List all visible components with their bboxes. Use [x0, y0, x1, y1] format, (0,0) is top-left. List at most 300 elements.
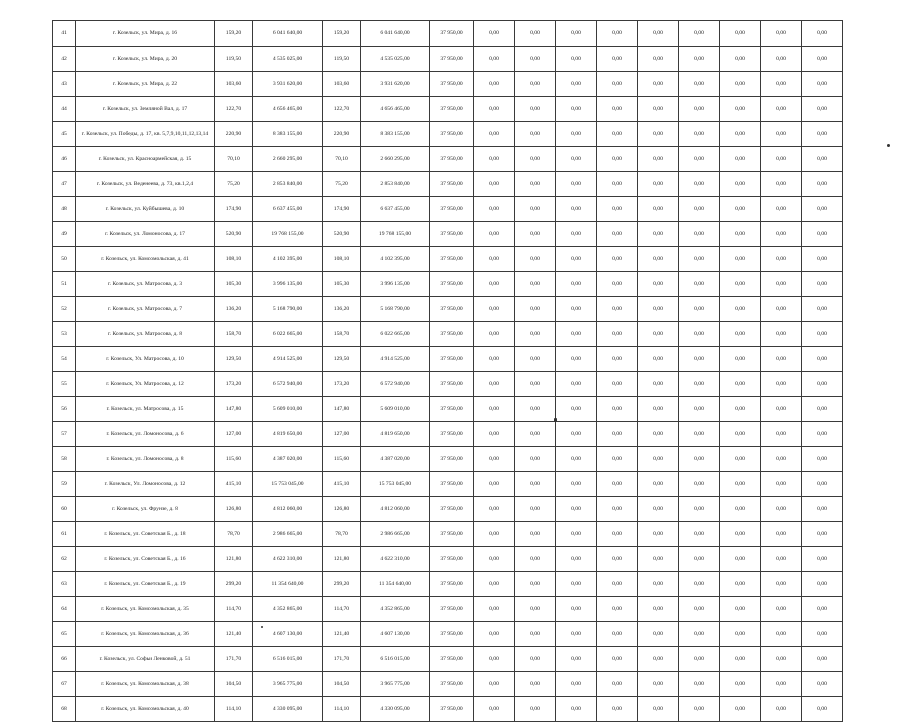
- table-row: [53, 322, 843, 347]
- amount-cell: 0,00: [720, 147, 761, 172]
- amount-cell: 0,00: [474, 347, 515, 372]
- cost-cell: 2 986 665,00: [361, 522, 430, 547]
- amount-cell: 0,00: [720, 247, 761, 272]
- amount-cell: 0,00: [679, 372, 720, 397]
- amount-cell: 0,00: [474, 372, 515, 397]
- amount-cell: 0,00: [556, 447, 597, 472]
- amount-cell: 0,00: [802, 172, 843, 197]
- cost-cell: 4 622 310,00: [253, 547, 323, 572]
- amount-cell: 0,00: [761, 272, 802, 297]
- cost-cell: 2 853 840,00: [361, 172, 430, 197]
- amount-cell: 0,00: [474, 472, 515, 497]
- amount-cell: 0,00: [638, 122, 679, 147]
- amount-cell: 0,00: [556, 322, 597, 347]
- cost-cell: 11 354 640,00: [253, 572, 323, 597]
- cost-cell: 19 768 155,00: [361, 222, 430, 247]
- amount-cell: 0,00: [515, 72, 556, 97]
- cost-cell: 6 041 640,00: [361, 21, 430, 47]
- price-per-m2-cell: 37 950,00: [430, 147, 474, 172]
- price-per-m2-cell: 37 950,00: [430, 97, 474, 122]
- amount-cell: 0,00: [474, 222, 515, 247]
- table-row: [53, 522, 843, 547]
- amount-cell: 0,00: [597, 97, 638, 122]
- address-cell: г. Козельск, ул. Ломоносова, д. 17: [76, 222, 215, 247]
- amount-cell: 0,00: [802, 147, 843, 172]
- area-cell: 127,00: [323, 422, 361, 447]
- address-cell: г. Козельск, ул. Комсомольская, д. 35: [76, 597, 215, 622]
- table-row: [53, 347, 843, 372]
- price-per-m2-cell: 37 950,00: [430, 472, 474, 497]
- amount-cell: 0,00: [556, 297, 597, 322]
- amount-cell: 0,00: [638, 697, 679, 722]
- amount-cell: 0,00: [638, 347, 679, 372]
- amount-cell: 0,00: [556, 397, 597, 422]
- amount-cell: 0,00: [597, 222, 638, 247]
- price-per-m2-cell: 37 950,00: [430, 697, 474, 722]
- price-per-m2-cell: 37 950,00: [430, 272, 474, 297]
- amount-cell: 0,00: [556, 622, 597, 647]
- amount-cell: 0,00: [761, 72, 802, 97]
- table-row: [53, 247, 843, 272]
- row-number: 67: [53, 672, 76, 697]
- area-cell: 415,10: [323, 472, 361, 497]
- amount-cell: 0,00: [720, 547, 761, 572]
- amount-cell: 0,00: [761, 622, 802, 647]
- amount-cell: 0,00: [638, 222, 679, 247]
- amount-cell: 0,00: [597, 447, 638, 472]
- amount-cell: 0,00: [638, 397, 679, 422]
- cost-cell: 2 853 840,00: [253, 172, 323, 197]
- amount-cell: 0,00: [761, 647, 802, 672]
- amount-cell: 0,00: [638, 522, 679, 547]
- amount-cell: 0,00: [597, 147, 638, 172]
- amount-cell: 0,00: [515, 422, 556, 447]
- address-cell: г. Козельск, ул. Софьи Ленковой, д. 51: [76, 647, 215, 672]
- amount-cell: 0,00: [638, 422, 679, 447]
- cost-cell: 4 812 060,00: [361, 497, 430, 522]
- area-cell: 220,90: [215, 122, 253, 147]
- amount-cell: 0,00: [556, 472, 597, 497]
- amount-cell: 0,00: [515, 247, 556, 272]
- area-cell: 114,10: [323, 697, 361, 722]
- amount-cell: 0,00: [720, 372, 761, 397]
- table-row: [53, 597, 843, 622]
- area-cell: 119,50: [215, 47, 253, 72]
- table-row: [53, 297, 843, 322]
- amount-cell: 0,00: [638, 322, 679, 347]
- amount-cell: 0,00: [638, 172, 679, 197]
- amount-cell: 0,00: [474, 297, 515, 322]
- amount-cell: 0,00: [597, 122, 638, 147]
- area-cell: 174,90: [215, 197, 253, 222]
- amount-cell: 0,00: [802, 697, 843, 722]
- amount-cell: 0,00: [720, 97, 761, 122]
- address-cell: г. Козельск, ул. Матросова, д. 3: [76, 272, 215, 297]
- document-page: [52, 20, 843, 722]
- amount-cell: 0,00: [720, 122, 761, 147]
- table-row: [53, 697, 843, 722]
- amount-cell: 0,00: [802, 21, 843, 47]
- amount-cell: 0,00: [679, 47, 720, 72]
- row-number: 64: [53, 597, 76, 622]
- row-number: 56: [53, 397, 76, 422]
- amount-cell: 0,00: [474, 622, 515, 647]
- amount-cell: 0,00: [474, 197, 515, 222]
- area-cell: 136,20: [215, 297, 253, 322]
- scan-speck: [887, 144, 890, 147]
- amount-cell: 0,00: [515, 147, 556, 172]
- row-number: 66: [53, 647, 76, 672]
- table-row: [53, 47, 843, 72]
- amount-cell: 0,00: [802, 247, 843, 272]
- cost-cell: 4 387 020,00: [253, 447, 323, 472]
- table-row: [53, 272, 843, 297]
- amount-cell: 0,00: [679, 522, 720, 547]
- amount-cell: 0,00: [597, 172, 638, 197]
- amount-cell: 0,00: [720, 597, 761, 622]
- amount-cell: 0,00: [761, 247, 802, 272]
- area-cell: 121,40: [215, 622, 253, 647]
- amount-cell: 0,00: [720, 647, 761, 672]
- area-cell: 103,60: [323, 72, 361, 97]
- row-number: 41: [53, 21, 76, 47]
- amount-cell: 0,00: [597, 297, 638, 322]
- area-cell: 299,20: [323, 572, 361, 597]
- cost-cell: 6 637 455,00: [253, 197, 323, 222]
- amount-cell: 0,00: [761, 172, 802, 197]
- area-cell: 171,70: [215, 647, 253, 672]
- table-row: [53, 672, 843, 697]
- table-row: [53, 647, 843, 672]
- amount-cell: 0,00: [515, 597, 556, 622]
- amount-cell: 0,00: [761, 547, 802, 572]
- area-cell: 70,10: [323, 147, 361, 172]
- address-cell: г. Козельск, ул. Советская Б., д. 16: [76, 547, 215, 572]
- price-per-m2-cell: 37 950,00: [430, 397, 474, 422]
- amount-cell: 0,00: [761, 422, 802, 447]
- amount-cell: 0,00: [720, 197, 761, 222]
- amount-cell: 0,00: [679, 497, 720, 522]
- amount-cell: 0,00: [556, 172, 597, 197]
- cost-cell: 4 102 395,00: [253, 247, 323, 272]
- area-cell: 104,50: [323, 672, 361, 697]
- price-per-m2-cell: 37 950,00: [430, 572, 474, 597]
- amount-cell: 0,00: [474, 597, 515, 622]
- amount-cell: 0,00: [720, 522, 761, 547]
- cost-cell: 4 656 465,00: [361, 97, 430, 122]
- amount-cell: 0,00: [556, 47, 597, 72]
- amount-cell: 0,00: [761, 97, 802, 122]
- amount-cell: 0,00: [802, 372, 843, 397]
- amount-cell: 0,00: [761, 372, 802, 397]
- row-number: 58: [53, 447, 76, 472]
- amount-cell: 0,00: [597, 422, 638, 447]
- area-cell: 126,80: [215, 497, 253, 522]
- amount-cell: 0,00: [556, 272, 597, 297]
- amount-cell: 0,00: [515, 497, 556, 522]
- amount-cell: 0,00: [638, 21, 679, 47]
- amount-cell: 0,00: [679, 697, 720, 722]
- cost-cell: 6 572 940,00: [361, 372, 430, 397]
- amount-cell: 0,00: [597, 472, 638, 497]
- area-cell: 173,20: [215, 372, 253, 397]
- amount-cell: 0,00: [474, 21, 515, 47]
- amount-cell: 0,00: [802, 522, 843, 547]
- amount-cell: 0,00: [638, 647, 679, 672]
- amount-cell: 0,00: [802, 447, 843, 472]
- amount-cell: 0,00: [638, 97, 679, 122]
- amount-cell: 0,00: [679, 72, 720, 97]
- amount-cell: 0,00: [597, 522, 638, 547]
- address-cell: г. Козельск, ул. Куйбышева, д. 10: [76, 197, 215, 222]
- cost-cell: 4 607 130,00: [253, 622, 323, 647]
- table-row: [53, 97, 843, 122]
- amount-cell: 0,00: [515, 97, 556, 122]
- price-per-m2-cell: 37 950,00: [430, 647, 474, 672]
- cost-cell: 4 622 310,00: [361, 547, 430, 572]
- area-cell: 108,10: [323, 247, 361, 272]
- amount-cell: 0,00: [720, 21, 761, 47]
- cost-cell: 6 041 640,00: [253, 21, 323, 47]
- area-cell: 159,20: [323, 21, 361, 47]
- amount-cell: 0,00: [474, 172, 515, 197]
- table-row: [53, 622, 843, 647]
- address-cell: г. Козельск, ул. Фрунзе, д. 8: [76, 497, 215, 522]
- cost-cell: 4 352 865,00: [361, 597, 430, 622]
- amount-cell: 0,00: [638, 247, 679, 272]
- cost-cell: 5 609 010,00: [361, 397, 430, 422]
- area-cell: 173,20: [323, 372, 361, 397]
- amount-cell: 0,00: [638, 597, 679, 622]
- price-per-m2-cell: 37 950,00: [430, 347, 474, 372]
- amount-cell: 0,00: [802, 422, 843, 447]
- area-cell: 136,20: [323, 297, 361, 322]
- cost-cell: 15 753 045,00: [253, 472, 323, 497]
- amount-cell: 0,00: [802, 622, 843, 647]
- cost-cell: 8 383 155,00: [361, 122, 430, 147]
- table-row: [53, 122, 843, 147]
- table-row: [53, 172, 843, 197]
- row-number: 49: [53, 222, 76, 247]
- table-row: [53, 497, 843, 522]
- price-per-m2-cell: 37 950,00: [430, 547, 474, 572]
- amount-cell: 0,00: [761, 222, 802, 247]
- amount-cell: 0,00: [474, 147, 515, 172]
- amount-cell: 0,00: [720, 697, 761, 722]
- amount-cell: 0,00: [474, 422, 515, 447]
- amount-cell: 0,00: [720, 222, 761, 247]
- amount-cell: 0,00: [761, 397, 802, 422]
- amount-cell: 0,00: [638, 147, 679, 172]
- amount-cell: 0,00: [474, 572, 515, 597]
- amount-cell: 0,00: [679, 172, 720, 197]
- amount-cell: 0,00: [720, 572, 761, 597]
- amount-cell: 0,00: [679, 547, 720, 572]
- amount-cell: 0,00: [597, 497, 638, 522]
- area-cell: 105,30: [215, 272, 253, 297]
- cost-cell: 4 819 650,00: [361, 422, 430, 447]
- table-row: [53, 572, 843, 597]
- area-cell: 158,70: [323, 322, 361, 347]
- amount-cell: 0,00: [515, 47, 556, 72]
- amount-cell: 0,00: [515, 547, 556, 572]
- table-row: [53, 147, 843, 172]
- area-cell: 115,60: [215, 447, 253, 472]
- amount-cell: 0,00: [679, 322, 720, 347]
- area-cell: 299,20: [215, 572, 253, 597]
- amount-cell: 0,00: [515, 622, 556, 647]
- amount-cell: 0,00: [638, 472, 679, 497]
- row-number: 46: [53, 147, 76, 172]
- area-cell: 122,70: [215, 97, 253, 122]
- amount-cell: 0,00: [761, 472, 802, 497]
- amount-cell: 0,00: [802, 97, 843, 122]
- amount-cell: 0,00: [556, 197, 597, 222]
- amount-cell: 0,00: [679, 672, 720, 697]
- address-cell: г. Козельск, ул. Комсомольская, д. 40: [76, 697, 215, 722]
- amount-cell: 0,00: [761, 21, 802, 47]
- cost-cell: 6 022 665,00: [253, 322, 323, 347]
- cost-cell: 6 637 455,00: [361, 197, 430, 222]
- amount-cell: 0,00: [556, 697, 597, 722]
- price-per-m2-cell: 37 950,00: [430, 672, 474, 697]
- cost-cell: 4 535 025,00: [361, 47, 430, 72]
- area-cell: 520,90: [215, 222, 253, 247]
- scan-speck: [261, 626, 263, 628]
- address-cell: г. Козельск, ул. Советская Б., д. 18: [76, 522, 215, 547]
- cost-cell: 4 352 865,00: [253, 597, 323, 622]
- amount-cell: 0,00: [761, 572, 802, 597]
- amount-cell: 0,00: [597, 372, 638, 397]
- amount-cell: 0,00: [474, 522, 515, 547]
- address-cell: г. Козельск, ул. Мира, д. 20: [76, 47, 215, 72]
- amount-cell: 0,00: [802, 72, 843, 97]
- area-cell: 119,50: [323, 47, 361, 72]
- area-cell: 158,70: [215, 322, 253, 347]
- address-cell: г. Козельск, ул. Победы, д. 17, кв. 5,7,9,10,11,12,13,14: [76, 122, 215, 147]
- row-number: 45: [53, 122, 76, 147]
- amount-cell: 0,00: [679, 222, 720, 247]
- amount-cell: 0,00: [679, 397, 720, 422]
- address-cell: г. Козельск, ул. Комсомольская, д. 41: [76, 247, 215, 272]
- cost-cell: 3 931 620,00: [253, 72, 323, 97]
- row-number: 50: [53, 247, 76, 272]
- area-cell: 103,60: [215, 72, 253, 97]
- address-cell: г. Козельск, ул. Комсомольская, д. 36: [76, 622, 215, 647]
- amount-cell: 0,00: [597, 597, 638, 622]
- amount-cell: 0,00: [515, 297, 556, 322]
- price-per-m2-cell: 37 950,00: [430, 372, 474, 397]
- amount-cell: 0,00: [802, 347, 843, 372]
- table-row: [53, 222, 843, 247]
- cost-cell: 4 656 465,00: [253, 97, 323, 122]
- amount-cell: 0,00: [556, 97, 597, 122]
- amount-cell: 0,00: [679, 197, 720, 222]
- table-row: [53, 397, 843, 422]
- area-cell: 129,50: [215, 347, 253, 372]
- row-number: 43: [53, 72, 76, 97]
- amount-cell: 0,00: [474, 97, 515, 122]
- area-cell: 70,10: [215, 147, 253, 172]
- amount-cell: 0,00: [679, 97, 720, 122]
- cost-cell: 4 812 060,00: [253, 497, 323, 522]
- area-cell: 105,30: [323, 272, 361, 297]
- amount-cell: 0,00: [638, 497, 679, 522]
- row-number: 52: [53, 297, 76, 322]
- area-cell: 147,80: [215, 397, 253, 422]
- amount-cell: 0,00: [515, 21, 556, 47]
- cost-cell: 8 383 155,00: [253, 122, 323, 147]
- row-number: 60: [53, 497, 76, 522]
- cost-cell: 4 102 395,00: [361, 247, 430, 272]
- cost-cell: 19 768 155,00: [253, 222, 323, 247]
- row-number: 47: [53, 172, 76, 197]
- amount-cell: 0,00: [515, 172, 556, 197]
- amount-cell: 0,00: [597, 397, 638, 422]
- address-cell: г. Козельск, ул. Красноармейская, д. 15: [76, 147, 215, 172]
- cost-cell: 6 572 940,00: [253, 372, 323, 397]
- row-number: 57: [53, 422, 76, 447]
- cost-cell: 2 986 665,00: [253, 522, 323, 547]
- cost-cell: 3 931 620,00: [361, 72, 430, 97]
- cost-cell: 4 387 020,00: [361, 447, 430, 472]
- amount-cell: 0,00: [802, 397, 843, 422]
- cost-cell: 4 535 025,00: [253, 47, 323, 72]
- cost-cell: 2 660 295,00: [253, 147, 323, 172]
- amount-cell: 0,00: [761, 47, 802, 72]
- amount-cell: 0,00: [802, 572, 843, 597]
- amount-cell: 0,00: [474, 322, 515, 347]
- amount-cell: 0,00: [679, 247, 720, 272]
- amount-cell: 0,00: [638, 47, 679, 72]
- price-per-m2-cell: 37 950,00: [430, 522, 474, 547]
- area-cell: 520,90: [323, 222, 361, 247]
- amount-cell: 0,00: [556, 122, 597, 147]
- amount-cell: 0,00: [597, 247, 638, 272]
- area-cell: 114,70: [215, 597, 253, 622]
- amount-cell: 0,00: [679, 347, 720, 372]
- amount-cell: 0,00: [515, 447, 556, 472]
- amount-cell: 0,00: [474, 447, 515, 472]
- housing-register-table: [52, 20, 843, 722]
- address-cell: г. Козельск, Ул. Ломоносова, д. 12: [76, 472, 215, 497]
- amount-cell: 0,00: [638, 197, 679, 222]
- amount-cell: 0,00: [679, 597, 720, 622]
- cost-cell: 3 996 135,00: [253, 272, 323, 297]
- price-per-m2-cell: 37 950,00: [430, 622, 474, 647]
- area-cell: 104,50: [215, 672, 253, 697]
- table-row: [53, 21, 843, 47]
- amount-cell: 0,00: [638, 572, 679, 597]
- address-cell: г. Козельск, Ул. Матросова, д. 10: [76, 347, 215, 372]
- cost-cell: 11 354 640,00: [361, 572, 430, 597]
- amount-cell: 0,00: [515, 272, 556, 297]
- cost-cell: 4 914 525,00: [361, 347, 430, 372]
- row-number: 59: [53, 472, 76, 497]
- amount-cell: 0,00: [556, 147, 597, 172]
- amount-cell: 0,00: [679, 472, 720, 497]
- area-cell: 108,10: [215, 247, 253, 272]
- amount-cell: 0,00: [638, 447, 679, 472]
- amount-cell: 0,00: [802, 672, 843, 697]
- price-per-m2-cell: 37 950,00: [430, 322, 474, 347]
- amount-cell: 0,00: [720, 297, 761, 322]
- amount-cell: 0,00: [720, 497, 761, 522]
- amount-cell: 0,00: [638, 622, 679, 647]
- table-row: [53, 472, 843, 497]
- address-cell: г. Козельск, ул. Матросова, д. 7: [76, 297, 215, 322]
- amount-cell: 0,00: [556, 347, 597, 372]
